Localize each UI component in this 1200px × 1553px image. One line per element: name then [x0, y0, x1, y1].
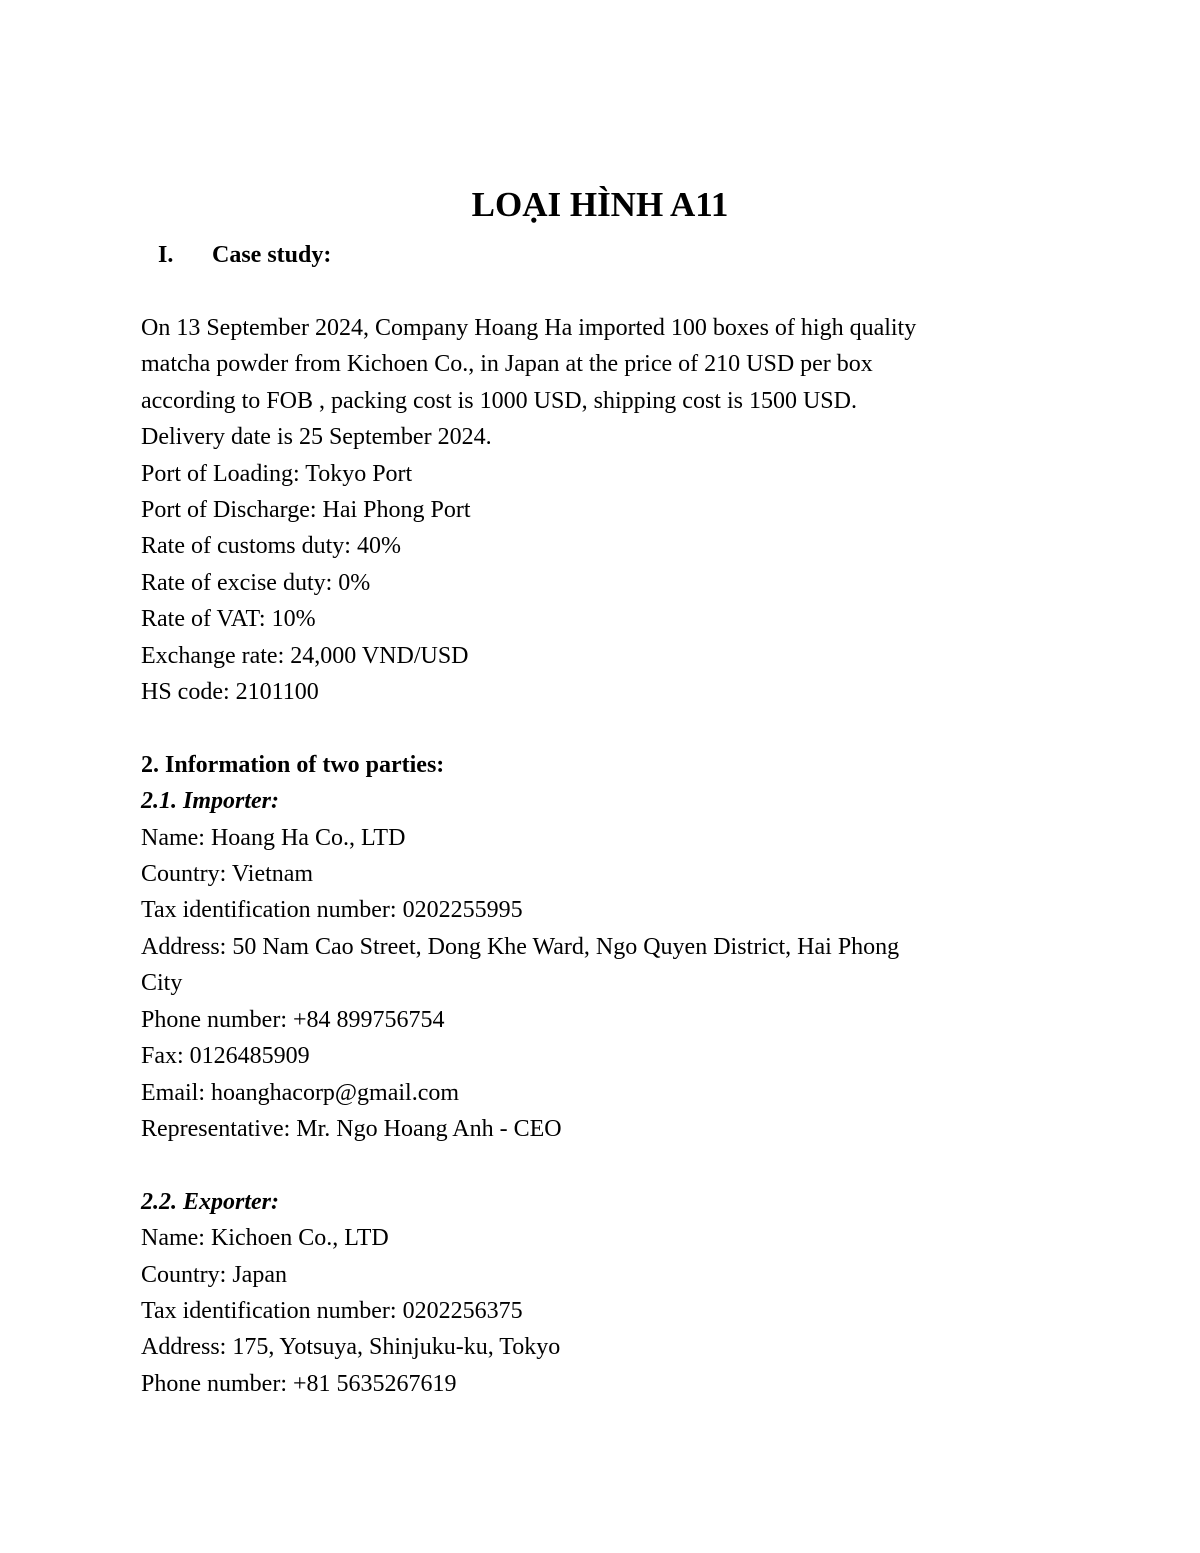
exporter-country: Country: Japan [141, 1261, 287, 1288]
importer-representative: Representative: Mr. Ngo Hoang Anh - CEO [141, 1115, 562, 1142]
importer-country: Country: Vietnam [141, 861, 314, 888]
importer-phone: Phone number: +84 899756754 [141, 1006, 445, 1033]
section-number: I. [158, 242, 174, 268]
importer-address: Address: 50 Nam Cao Street, Dong Khe Ward, Ngo Quyen District, Hai Phong [141, 933, 900, 960]
section-heading-parties: 2. Information of two parties: [141, 751, 445, 778]
case-study-line: matcha powder from Kichoen Co., in Japan at the price of 210 USD per box [141, 351, 873, 378]
exporter-heading: 2.2. Exporter: [141, 1188, 279, 1215]
page-title: LOẠI HÌNH A11 [471, 185, 729, 224]
customs-duty-rate: Rate of customs duty: 40% [141, 533, 401, 560]
importer-name: Name: Hoang Ha Co., LTD [141, 824, 406, 851]
excise-duty-rate: Rate of excise duty: 0% [141, 569, 371, 596]
exporter-name: Name: Kichoen Co., LTD [141, 1225, 389, 1252]
port-of-discharge: Port of Discharge: Hai Phong Port [141, 497, 471, 524]
vat-rate: Rate of VAT: 10% [141, 606, 316, 633]
importer-tax-id: Tax identification number: 0202255995 [141, 897, 523, 924]
exporter-address: Address: 175, Yotsuya, Shinjuku-ku, Tokyo [141, 1334, 561, 1361]
port-of-loading: Port of Loading: Tokyo Port [141, 460, 413, 487]
case-study-line: On 13 September 2024, Company Hoang Ha imported 100 boxes of high quality [141, 315, 917, 341]
exporter-phone: Phone number: +81 5635267619 [141, 1370, 457, 1397]
paragraph-spacer [141, 710, 1041, 746]
hs-code: HS code: 2101100 [141, 679, 319, 706]
section-label: Case study: [212, 242, 332, 268]
importer-heading: 2.1. Importer: [141, 788, 279, 815]
section-heading-case-study [158, 238, 331, 272]
exchange-rate: Exchange rate: 24,000 VND/USD [141, 642, 469, 669]
paragraph-spacer [141, 1147, 1041, 1183]
importer-email: Email: hoanghacorp@gmail.com [141, 1079, 460, 1106]
importer-address-cont: City [141, 970, 183, 997]
case-study-line: according to FOB , packing cost is 1000 USD, shipping cost is 1500 USD. [141, 387, 857, 414]
document-body [141, 310, 1041, 1402]
delivery-date: Delivery date is 25 September 2024. [141, 424, 492, 451]
importer-fax: Fax: 0126485909 [141, 1043, 310, 1070]
exporter-tax-id: Tax identification number: 0202256375 [141, 1297, 523, 1324]
